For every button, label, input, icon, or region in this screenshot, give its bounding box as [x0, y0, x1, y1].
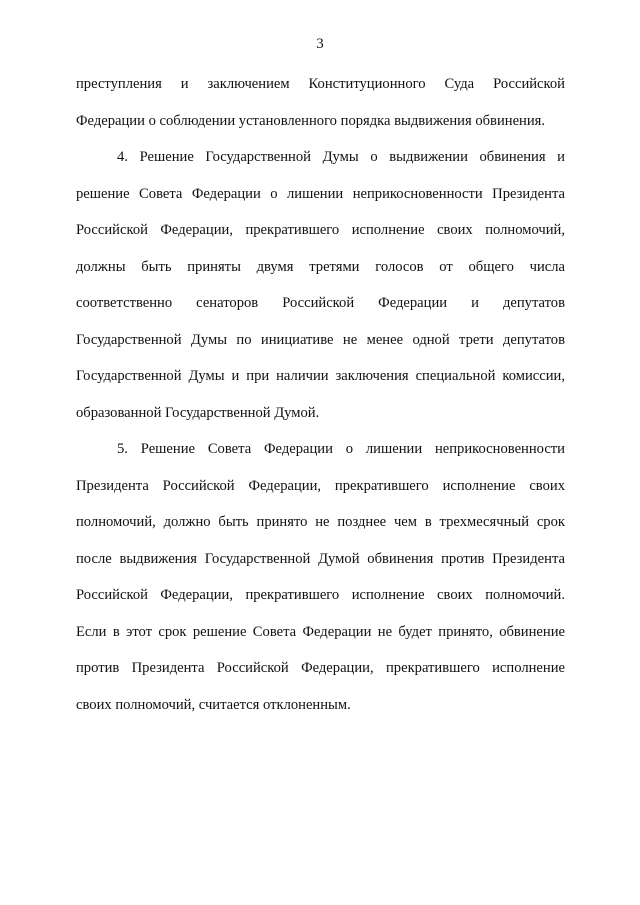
text-line: 4. Решение Государственной Думы о выдвижении обвинения и — [117, 149, 565, 165]
text-line: Государственной Думы по инициативе не менее одной трети депутатов — [76, 331, 565, 348]
text-line: соответственно сенаторов Российской Федерации и депутатов — [76, 295, 565, 311]
text-line: 5. Решение Совета Федерации о лишении неприкосновенности — [117, 441, 565, 457]
document-body — [76, 66, 565, 723]
page-number: 3 — [316, 36, 324, 52]
text-line: образованной Государственной Думой. — [76, 404, 320, 421]
text-line: Президента Российской Федерации, прекратившего исполнение своих — [76, 477, 565, 494]
text-line: полномочий, должно быть принято не позднее чем в трехмесячный срок — [76, 514, 565, 530]
text-line: после выдвижения Государственной Думой обвинения против Президента — [76, 550, 565, 567]
text-line: решение Совета Федерации о лишении неприкосновенности Президента — [76, 185, 565, 202]
text-line: Российской Федерации, прекратившего исполнение своих полномочий. — [76, 587, 565, 603]
text-line: преступления и заключением Конституционного Суда Российской — [76, 76, 565, 92]
text-line: Российской Федерации, прекратившего исполнение своих полномочий, — [76, 222, 565, 238]
text-line: Федерации о соблюдении установленного порядка выдвижения обвинения. — [76, 112, 546, 129]
text-line: против Президента Российской Федерации, прекратившего исполнение — [76, 660, 565, 676]
text-line: Государственной Думы и при наличии заключения специальной комиссии, — [76, 368, 565, 384]
text-line: Если в этот срок решение Совета Федерации не будет принято, обвинение — [76, 623, 565, 640]
text-line: своих полномочий, считается отклоненным. — [76, 696, 351, 713]
text-line: должны быть приняты двумя третями голосов от общего числа — [76, 258, 565, 275]
